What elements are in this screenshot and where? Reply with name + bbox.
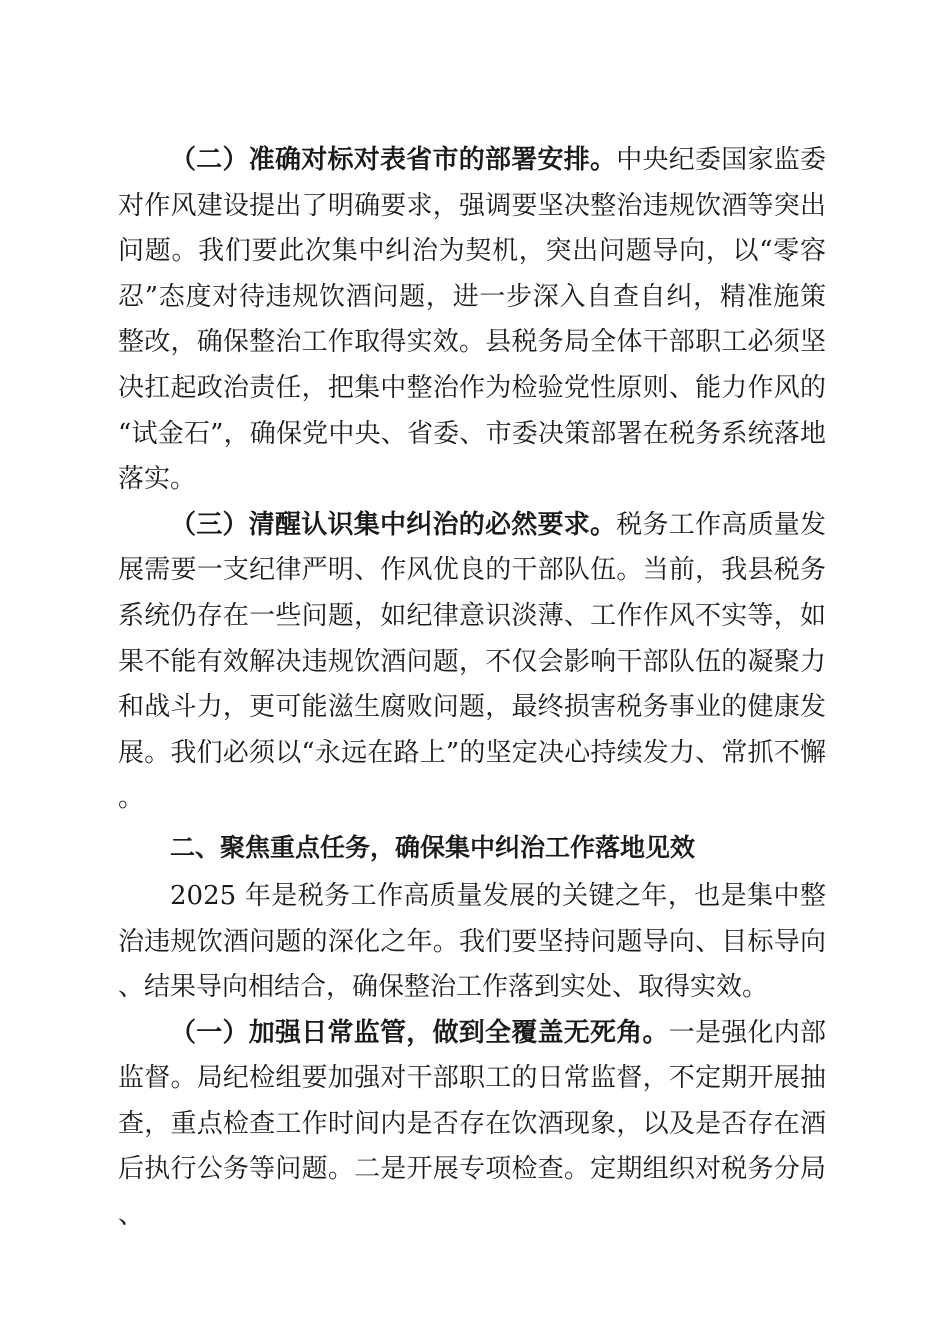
section-heading: 二、聚焦重点任务，确保集中纠治工作落地见效 (170, 832, 696, 862)
paragraph-lead: （一）加强日常监管，做到全覆盖无死角。 (170, 1017, 669, 1048)
paragraph-lead: （三）清醒认识集中纠治的必然要求。 (170, 509, 617, 540)
paragraph-body: 一是强化内部监督。局纪检组要加强对干部职工的日常监督，不定期开展抽查，重点检查工作时间内是否存在饮酒现象，以及是否存在酒后执行公务等问题。二是开展专项检查。定期组织对税务分局、 (118, 1017, 826, 1231)
paragraph-body: 税务工作高质量发展需要一支纪律严明、作风优良的干部队伍。当前，我县税务系统仍存在一些问题，如纪律意识淡薄、工作作风不实等，如果不能有效解决违规饮酒问题，不仅会影响干部队伍的凝聚力和战斗力，更可能滋生腐败问题，最终损害税务事业的健康发展。我们必须以“永远在路上”的坚定决心持续发力、常抓不懈。 (118, 509, 826, 814)
paragraph-intro: 2025 年是税务工作高质量发展的关键之年，也是集中整治违规饮酒问题的深化之年。我们要坚持问题导向、目标导向、结果导向相结合，确保整治工作落到实处、取得实效。 (118, 880, 826, 1003)
paragraph-body: 中央纪委国家监委对作风建设提出了明确要求，强调要坚决整治违规饮酒等突出问题。我们要此次集中纠治为契机，突出问题导向，以“零容忍”态度对待违规饮酒问题，进一步深入自查自纠，精准施策整改，确保整治工作取得实效。县税务局全体干部职工必须坚决扛起政治责任，把集中整治作为检验党性原则、能力作风的“试金石”，确保党中央、省委、市委决策部署在税务系统落地落实。 (118, 145, 826, 495)
paragraph-third-point (118, 503, 826, 822)
document-page (118, 138, 826, 1239)
paragraph-second-point (118, 138, 826, 503)
paragraph-first-task (118, 1011, 826, 1239)
paragraph-lead: （二）准确对标对表省市的部署安排。 (170, 145, 617, 175)
